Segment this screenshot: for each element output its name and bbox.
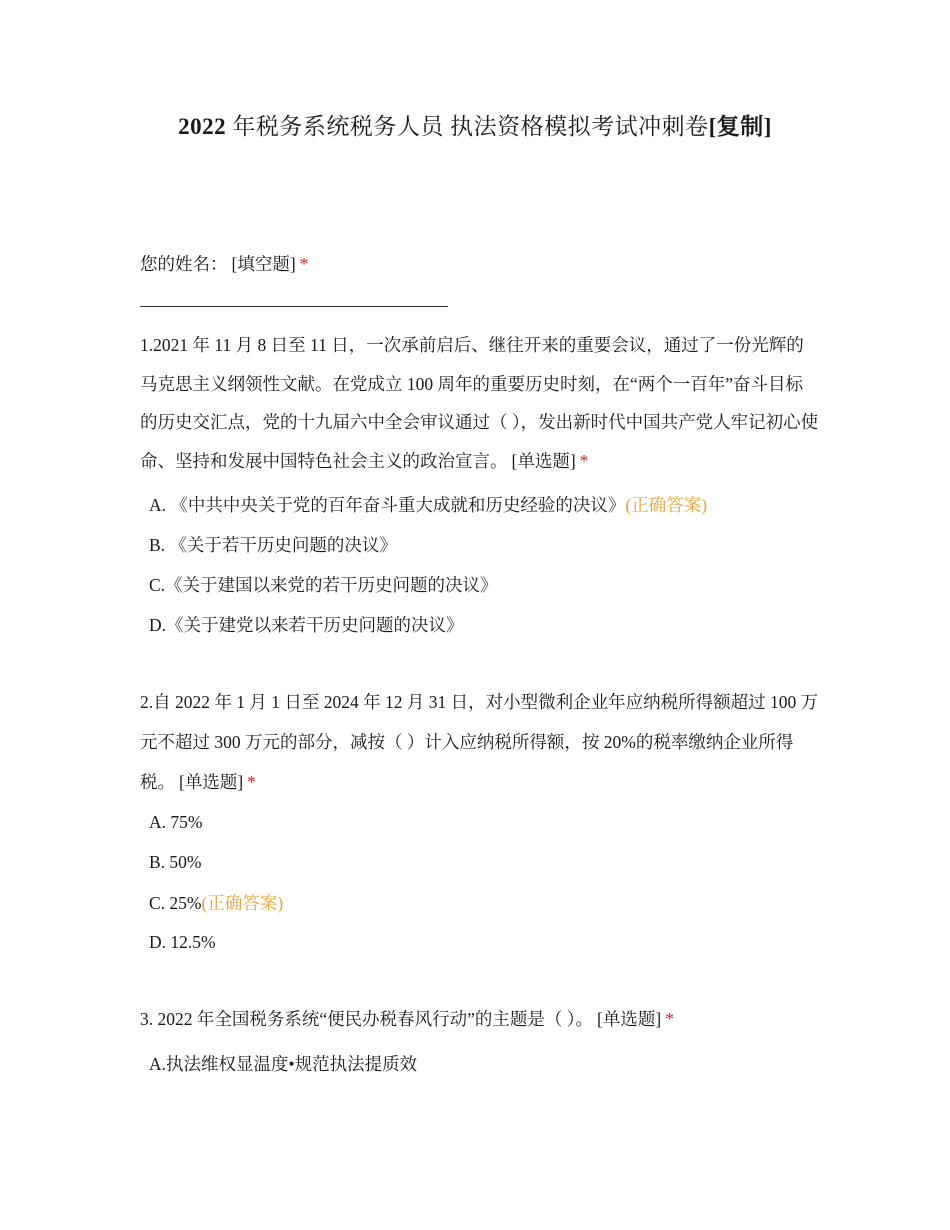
question-3: [140, 1000, 820, 1039]
q1-option-d[interactable]: D.《关于建党以来若干历史问题的决议》: [149, 615, 464, 635]
name-input-line[interactable]: [140, 306, 448, 307]
question-2: [140, 682, 820, 802]
q1-option-c[interactable]: C.《关于建国以来党的若干历史问题的决议》: [149, 575, 498, 595]
title-suffix: [复制]: [708, 114, 772, 139]
required-mark: *: [579, 450, 589, 471]
q2-option-d[interactable]: D. 12.5%: [149, 932, 216, 952]
required-mark: *: [247, 772, 256, 792]
q3-option-a[interactable]: A.执法维权显温度•规范执法提质效: [149, 1054, 418, 1074]
question-type: [单选题]: [597, 1009, 662, 1029]
name-label: 您的姓名：: [140, 254, 228, 274]
question-type: [单选题]: [179, 772, 244, 792]
required-mark: *: [299, 254, 309, 274]
correct-answer-tag: (正确答案): [201, 893, 284, 913]
question-text: 1.2021 年 11 月 8 日至 11 日，一次承前启后、继往开来的重要会议，通过了一份光辉的马克思主义纲领性文献。在党成立 100 周年的重要历史时刻，在“两个一百年”奋斗目标的历史交汇点，党的十九届六中全会审议通过（ ），发出新时代中国共产党人牢记初心使命、坚持和发展中国特色社会主义的政治宣言。: [140, 335, 819, 471]
question-text: 2.自 2022 年 1 月 1 日至 2024 年 12 月 31 日，对小型微利企业年应纳税所得额超过 100 万元不超过 300 万元的部分，减按（ ）计入应纳税所得额，按 20%的税率缴纳企业所得税。: [140, 692, 819, 792]
q2-option-a[interactable]: A. 75%: [149, 812, 203, 832]
question-1: [140, 326, 820, 480]
question-type: [填空题]: [231, 254, 296, 274]
question-type: [单选题]: [511, 450, 576, 471]
title-year: 2022: [178, 114, 227, 139]
q2-option-c[interactable]: C. 25%(正确答案): [149, 893, 284, 913]
title-text: 年税务系统税务人员 执法资格模拟考试冲刺卷: [226, 114, 709, 139]
required-mark: *: [665, 1009, 674, 1029]
q2-option-b[interactable]: B. 50%: [149, 852, 202, 872]
correct-answer-tag: (正确答案): [625, 495, 708, 515]
name-question: [140, 245, 820, 284]
q1-option-a[interactable]: A. 《中共中央关于党的百年奋斗重大成就和历史经验的决议》(正确答案): [149, 495, 708, 515]
question-text: 3. 2022 年全国税务系统“便民办税春风行动”的主题是（ ）。: [140, 1009, 594, 1029]
q1-option-b[interactable]: B. 《关于若干历史问题的决议》: [149, 535, 397, 555]
page-title: [0, 112, 950, 142]
